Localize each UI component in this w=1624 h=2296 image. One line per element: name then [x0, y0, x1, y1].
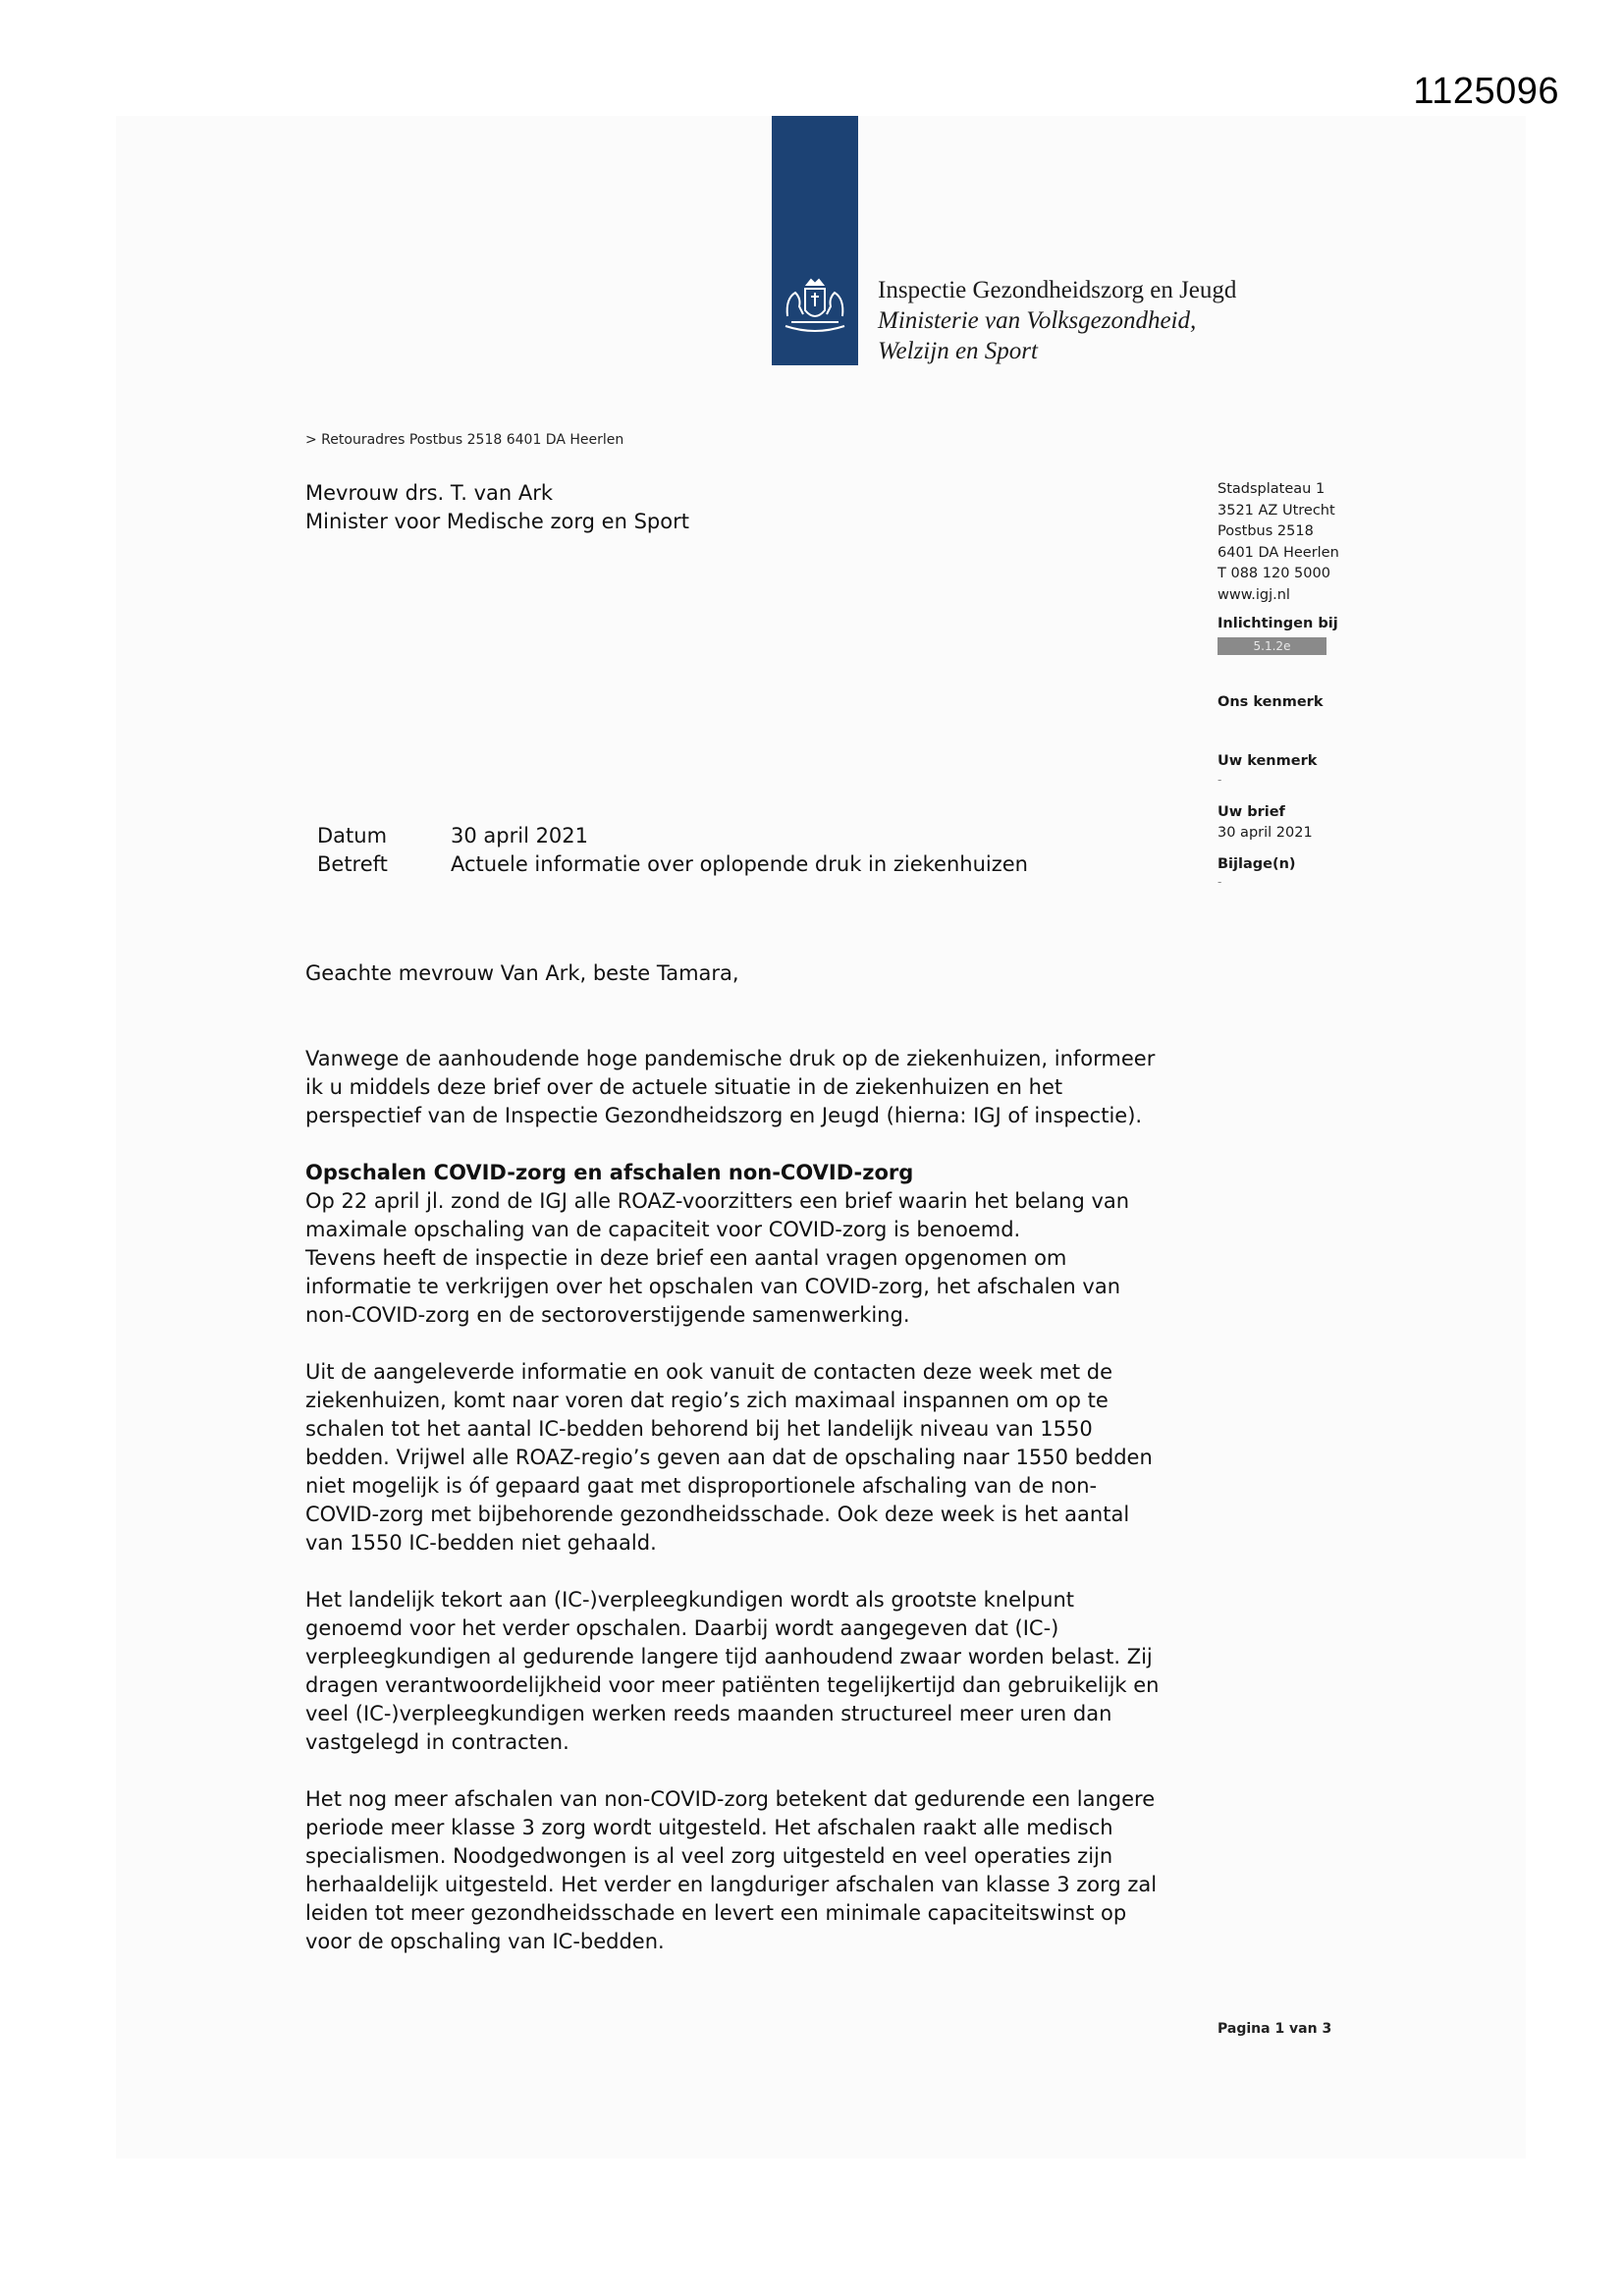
letter-body — [305, 1045, 1209, 1985]
text-line: periode meer klasse 3 zorg wordt uitgesteld. Het afschalen raakt alle medisch — [305, 1816, 1113, 1839]
text-line: herhaaldelijk uitgesteld. Het verder en langduriger afschalen van klasse 3 zorg zal — [305, 1873, 1158, 1896]
sidebar-address-line: 6401 DA Heerlen — [1218, 544, 1339, 561]
salutation: Geachte mevrouw Van Ark, beste Tamara, — [305, 961, 739, 985]
redacted-contact: 5.1.2e — [1218, 637, 1326, 655]
text-line: Vanwege de aanhoudende hoge pandemische druk op de ziekenhuizen, informeer — [305, 1047, 1156, 1070]
organisation-name — [878, 275, 1236, 366]
text-line: niet mogelijk is óf gepaard gaat met disproportionele afschaling van de non- — [305, 1474, 1098, 1498]
text-line: leiden tot meer gezondheidsschade en levert een minimale capaciteitswinst op — [305, 1901, 1127, 1925]
text-line: ziekenhuizen, komt naar voren dat regio’s zich maximaal inspannen om op te — [305, 1389, 1109, 1412]
paragraph-3 — [305, 1358, 1209, 1558]
uw-brief-value: 30 april 2021 — [1218, 825, 1313, 841]
organisation-line-1: Inspectie Gezondheidszorg en Jeugd — [878, 277, 1237, 303]
text-line: Het landelijk tekort aan (IC-)verpleegkundigen wordt als grootste knelpunt — [305, 1588, 1075, 1612]
text-line: van 1550 IC-bedden niet gehaald. — [305, 1531, 657, 1555]
organisation-line-3: Welzijn en Sport — [878, 338, 1038, 364]
text-line: ik u middels deze brief over de actuele situatie in de ziekenhuizen en het — [305, 1075, 1063, 1099]
text-line: dragen verantwoordelijkheid voor meer patiënten tegelijkertijd dan gebruikelijk en — [305, 1673, 1160, 1697]
inlichtingen-label: Inlichtingen bij — [1218, 616, 1338, 631]
text-line: COVID-zorg met bijbehorende gezondheidsschade. Ook deze week is het aantal — [305, 1503, 1130, 1526]
sidebar-address-line: 3521 AZ Utrecht — [1218, 502, 1335, 519]
addressee-name: Mevrouw drs. T. van Ark — [305, 481, 554, 505]
sidebar-website-link[interactable]: www.igj.nl — [1218, 586, 1290, 603]
text-line: vastgelegd in contracten. — [305, 1730, 569, 1754]
text-line: bedden. Vrijwel alle ROAZ-regio’s geven aan dat de opschaling naar 1550 bedden — [305, 1446, 1153, 1469]
coat-of-arms-icon — [778, 277, 852, 342]
text-line: genoemd voor het verder opschalen. Daarbij wordt aangegeven dat (IC-) — [305, 1616, 1059, 1640]
rijksoverheid-logo-bar — [772, 116, 858, 365]
text-line: Tevens heeft de inspectie in deze brief een aantal vragen opgenomen om — [305, 1246, 1067, 1270]
text-line: non-COVID-zorg en de sectoroverstijgende samenwerking. — [305, 1303, 910, 1327]
datum-value: 30 april 2021 — [451, 824, 589, 847]
text-line: Op 22 april jl. zond de IGJ alle ROAZ-voorzitters een brief waarin het belang van — [305, 1189, 1130, 1213]
sidebar-address-line: Stadsplateau 1 — [1218, 481, 1326, 497]
text-line: voor de opschaling van IC-bedden. — [305, 1930, 665, 1953]
addressee-block — [305, 479, 689, 536]
betreft-value: Actuele informatie over oplopende druk in ziekenhuizen — [451, 852, 1028, 876]
sidebar-phone: T 088 120 5000 — [1218, 566, 1330, 581]
letter-meta — [317, 822, 1028, 879]
paragraph-5 — [305, 1785, 1209, 1956]
text-line: perspectief van de Inspectie Gezondheidszorg en Jeugd (hierna: IGJ of inspectie). — [305, 1104, 1143, 1127]
uw-brief-label: Uw brief — [1218, 803, 1285, 820]
sidebar-address-line: Postbus 2518 — [1218, 523, 1314, 539]
ons-kenmerk-label: Ons kenmerk — [1218, 693, 1324, 710]
betreft-row — [317, 850, 1028, 879]
text-line: specialismen. Noodgedwongen is al veel zorg uitgesteld en veel operaties zijn — [305, 1844, 1113, 1868]
uw-kenmerk-value: - — [1218, 772, 1222, 787]
text-line: veel (IC-)verpleegkundigen werken reeds maanden structureel meer uren dan — [305, 1702, 1112, 1725]
text-line: informatie te verkrijgen over het opschalen van COVID-zorg, het afschalen van — [305, 1275, 1121, 1298]
text-line: Het nog meer afschalen van non-COVID-zorg betekent dat gedurende een langere — [305, 1787, 1156, 1811]
document-number: 1125096 — [1413, 71, 1559, 112]
paragraph-2 — [305, 1159, 1209, 1330]
organisation-line-2: Ministerie van Volksgezondheid, — [878, 307, 1197, 334]
bijlagen-label: Bijlage(n) — [1218, 855, 1296, 872]
datum-label: Datum — [317, 824, 388, 847]
text-line: maximale opschaling van de capaciteit voor COVID-zorg is benoemd. — [305, 1218, 1021, 1241]
paragraph-1 — [305, 1045, 1209, 1130]
paragraph-4 — [305, 1586, 1209, 1757]
text-line: verpleegkundigen al gedurende langere tijd aanhoudend zwaar worden belast. Zij — [305, 1645, 1153, 1668]
datum-row — [317, 822, 1028, 850]
text-line: Uit de aangeleverde informatie en ook vanuit de contacten deze week met de — [305, 1360, 1113, 1384]
sender-sidebar — [1218, 479, 1414, 889]
bijlagen-value: - — [1218, 875, 1222, 889]
uw-kenmerk-label: Uw kenmerk — [1218, 753, 1318, 769]
addressee-title: Minister voor Medische zorg en Sport — [305, 510, 689, 533]
betreft-label: Betreft — [317, 852, 388, 876]
return-address: > Retouradres Postbus 2518 6401 DA Heerlen — [305, 432, 624, 448]
text-line: schalen tot het aantal IC-bedden behorend bij het landelijk niveau van 1550 — [305, 1417, 1093, 1441]
page-number: Pagina 1 van 3 — [1218, 2021, 1332, 2037]
section-heading: Opschalen COVID-zorg en afschalen non-COVID-zorg — [305, 1161, 914, 1184]
